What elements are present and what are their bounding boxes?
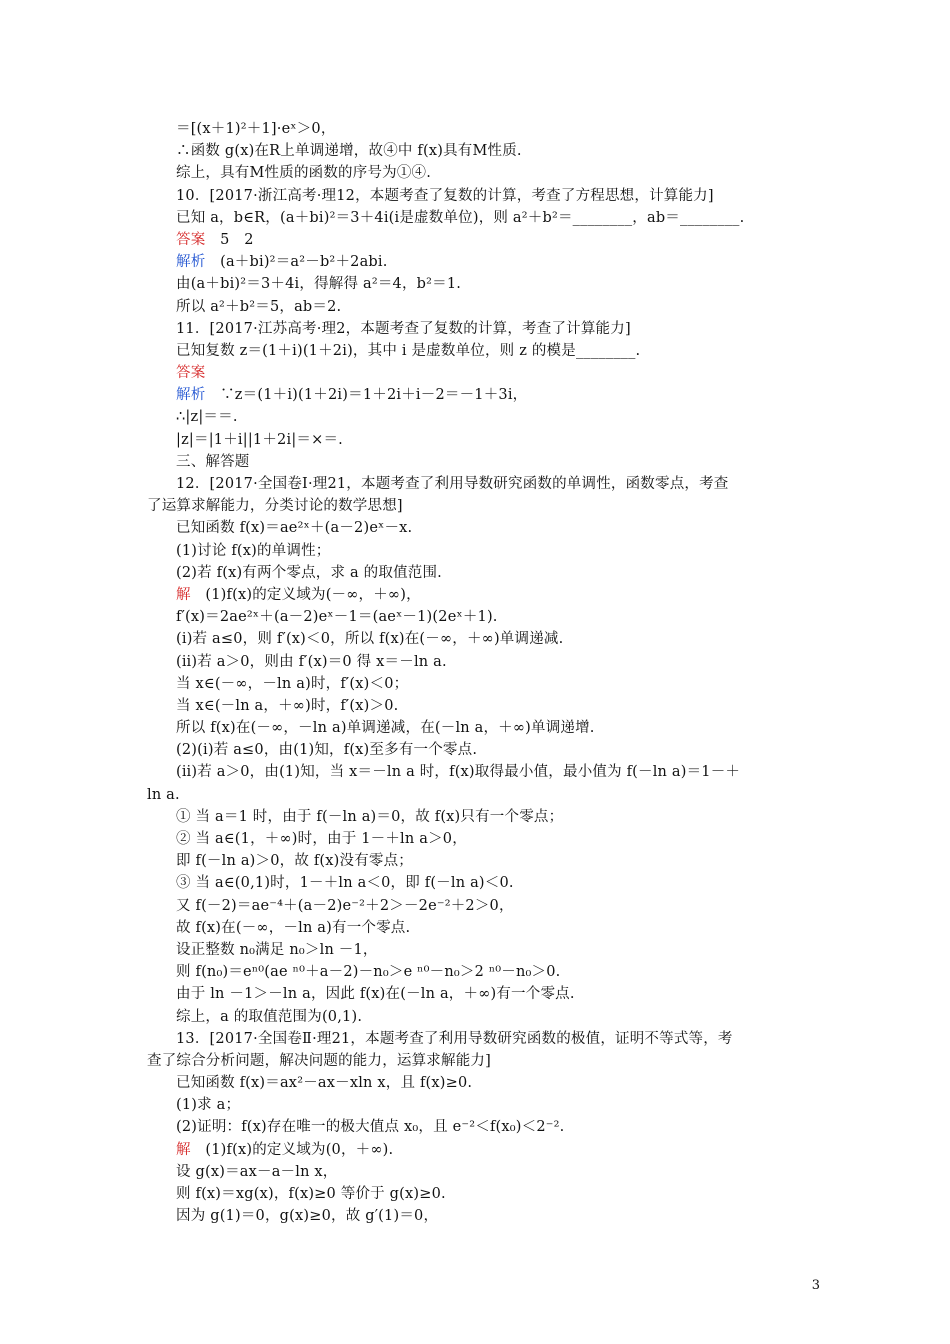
answer-label: 解 [176, 586, 191, 603]
text-line [147, 961, 817, 983]
text-line [147, 584, 817, 606]
text-line [147, 828, 817, 850]
line-text: ① 当 a＝1 时，由于 f(－ln a)＝0，故 f(x)只有一个零点； [176, 808, 564, 825]
text-line [147, 362, 817, 384]
text-line [147, 251, 817, 273]
text-line [147, 1006, 817, 1028]
text-line [147, 406, 817, 428]
text-line [147, 695, 817, 717]
line-text: (ⅱ)若 a＞0，由(1)知，当 x＝－ln a 时，f(x)取得最小值，最小值为 f(－ln a)＝1－＋ [176, 764, 741, 781]
line-text: (1)f(x)的定义域为(0，＋∞). [190, 1141, 394, 1158]
line-text: ② 当 a∈(1，＋∞)时，由于 1－＋ln a＞0， [176, 831, 467, 847]
text-line [147, 739, 817, 761]
text-line [147, 140, 817, 162]
text-line [147, 517, 817, 539]
line-text: ＝[(x＋1)²＋1]·eˣ＞0， [176, 121, 336, 137]
text-line [147, 939, 817, 961]
text-line [147, 229, 817, 251]
text-line [147, 1028, 817, 1050]
text-line [147, 318, 817, 340]
line-text: 已知复数 z＝(1＋i)(1＋2i)，其中 i 是虚数单位，则 z 的模是________. [176, 342, 641, 359]
text-line [147, 1139, 817, 1161]
document-body [147, 118, 817, 1227]
line-text: (2)(ⅰ)若 a≤0，由(1)知，f(x)至多有一个零点. [176, 742, 478, 759]
line-text: (1)讨论 f(x)的单调性； [176, 542, 331, 559]
line-text: 所以 a²＋b²＝5，ab＝2. [176, 298, 342, 315]
line-text: (1)求 a； [176, 1097, 241, 1114]
line-text: (1)f(x)的定义域为(－∞，＋∞)， [190, 586, 421, 603]
text-line [147, 1161, 817, 1183]
text-line [147, 983, 817, 1005]
text-line [147, 606, 817, 628]
text-line [147, 1050, 817, 1072]
text-line [147, 806, 817, 828]
line-text: 了运算求解能力，分类讨论的数学思想] [147, 498, 403, 515]
text-line [147, 717, 817, 739]
text-line [147, 917, 817, 939]
text-line [147, 540, 817, 562]
text-line [147, 673, 817, 695]
line-text: 查了综合分析问题，解决问题的能力，运算求解能力] [147, 1052, 491, 1069]
text-line [147, 384, 817, 406]
text-line [147, 1116, 817, 1138]
text-line [147, 1205, 817, 1227]
text-line [147, 651, 817, 673]
text-line [147, 207, 817, 229]
line-text: 综上，具有M性质的函数的序号为①④. [176, 165, 432, 182]
text-line [147, 895, 817, 917]
line-text: 则 f(n₀)＝eⁿ⁰(ae ⁿ⁰＋a－2)－n₀＞e ⁿ⁰－n₀＞2 ⁿ⁰－n₀＞0. [176, 964, 561, 981]
line-text: 已知函数 f(x)＝ae²ˣ＋(a－2)eˣ－x. [176, 520, 413, 537]
line-text: ∵z＝(1＋i)(1＋2i)＝1＋2i＋i－2＝－1＋3i， [205, 387, 528, 404]
line-text: ∴|z|＝＝. [176, 409, 238, 426]
text-line [147, 628, 817, 650]
text-line [147, 1072, 817, 1094]
line-text: |z|＝|1＋i||1＋2i|＝×＝. [176, 431, 343, 448]
line-text: 又 f(－2)＝ae⁻⁴＋(a－2)e⁻²＋2＞－2e⁻²＋2＞0， [176, 897, 514, 914]
line-text: 综上，a 的取值范围为(0,1). [176, 1008, 363, 1025]
line-text: 10．[2017·浙江高考·理12，本题考查了复数的计算，考查了方程思想，计算能力] [176, 187, 714, 204]
line-text: 设正整数 n₀满足 n₀＞ln －1， [176, 941, 378, 958]
line-text: 因为 g(1)＝0，g(x)≥0，故 g′(1)＝0， [176, 1208, 439, 1225]
line-text: 12．[2017·全国卷Ⅰ·理21，本题考查了利用导数研究函数的单调性，函数零点，考查 [176, 476, 729, 492]
line-text: 三、解答题 [176, 453, 250, 470]
line-text: 5 2 [205, 231, 254, 248]
text-line [147, 1094, 817, 1116]
text-line [147, 473, 817, 495]
answer-label: 答案 [176, 231, 206, 248]
line-text: 13．[2017·全国卷Ⅱ·理21，本题考查了利用导数研究函数的极值，证明不等式等，考 [176, 1030, 733, 1047]
line-text: 已知 a，b∈R，(a＋bi)²＝3＋4i(i是虚数单位)，则 a²＋b²＝________，ab＝________. [176, 209, 745, 226]
text-line [147, 451, 817, 473]
text-line [147, 118, 817, 140]
line-text: 由(a＋bi)²＝3＋4i，得解得 a²＝4，b²＝1. [176, 276, 462, 293]
line-text: (ⅱ)若 a＞0，则由 f′(x)＝0 得 x＝－ln a. [176, 653, 447, 670]
line-text: 当 x∈(－ln a，＋∞)时，f′(x)＞0. [176, 697, 399, 714]
line-text: (2)若 f(x)有两个零点，求 a 的取值范围. [176, 564, 442, 581]
line-text: 故 f(x)在(－∞，－ln a)有一个零点. [176, 919, 411, 936]
text-line [147, 296, 817, 318]
line-text: 设 g(x)＝ax－a－ln x， [176, 1163, 338, 1180]
line-text: (a＋bi)²＝a²－b²＋2abi. [205, 254, 388, 271]
line-text: 则 f(x)＝xg(x)，f(x)≥0 等价于 g(x)≥0. [176, 1186, 446, 1202]
text-line [147, 784, 817, 806]
analysis-label: 解析 [176, 254, 206, 271]
text-line [147, 872, 817, 894]
line-text: 11．[2017·江苏高考·理2，本题考查了复数的计算，考查了计算能力] [176, 320, 631, 337]
text-line [147, 185, 817, 207]
line-text: 由于 ln －1＞－ln a，因此 f(x)在(－ln a，＋∞)有一个零点. [176, 986, 575, 1003]
analysis-label: 解析 [176, 387, 206, 404]
text-line [147, 1183, 817, 1205]
text-line [147, 761, 817, 783]
line-text: ln a. [147, 786, 180, 803]
line-text: 即 f(－ln a)＞0，故 f(x)没有零点； [176, 853, 414, 870]
text-line [147, 850, 817, 872]
text-line [147, 340, 817, 362]
line-text: 所以 f(x)在(－∞，－ln a)单调递减，在(－ln a，＋∞)单调递增. [176, 720, 595, 737]
line-text: f′(x)＝2ae²ˣ＋(a－2)eˣ－1＝(aeˣ－1)(2eˣ＋1). [176, 609, 498, 626]
line-text: 当 x∈(－∞，－ln a)时，f′(x)＜0； [176, 675, 409, 692]
text-line [147, 273, 817, 295]
text-line [147, 162, 817, 184]
line-text: (ⅰ)若 a≤0，则 f′(x)＜0，所以 f(x)在(－∞，＋∞)单调递减. [176, 631, 564, 648]
answer-label: 解 [176, 1141, 191, 1158]
line-text: 已知函数 f(x)＝ax²－ax－xln x，且 f(x)≥0. [176, 1075, 473, 1092]
answer-label: 答案 [176, 365, 206, 382]
page-number: 3 [811, 1278, 820, 1293]
line-text: (2)证明：f(x)存在唯一的极大值点 x₀，且 e⁻²＜f(x₀)＜2⁻². [176, 1119, 565, 1136]
line-text: ∴函数 g(x)在R上单调递增，故④中 f(x)具有M性质. [176, 143, 522, 160]
text-line [147, 495, 817, 517]
line-text: ③ 当 a∈(0,1)时，1－＋ln a＜0，即 f(－ln a)＜0. [176, 875, 514, 892]
text-line [147, 562, 817, 584]
text-line [147, 429, 817, 451]
